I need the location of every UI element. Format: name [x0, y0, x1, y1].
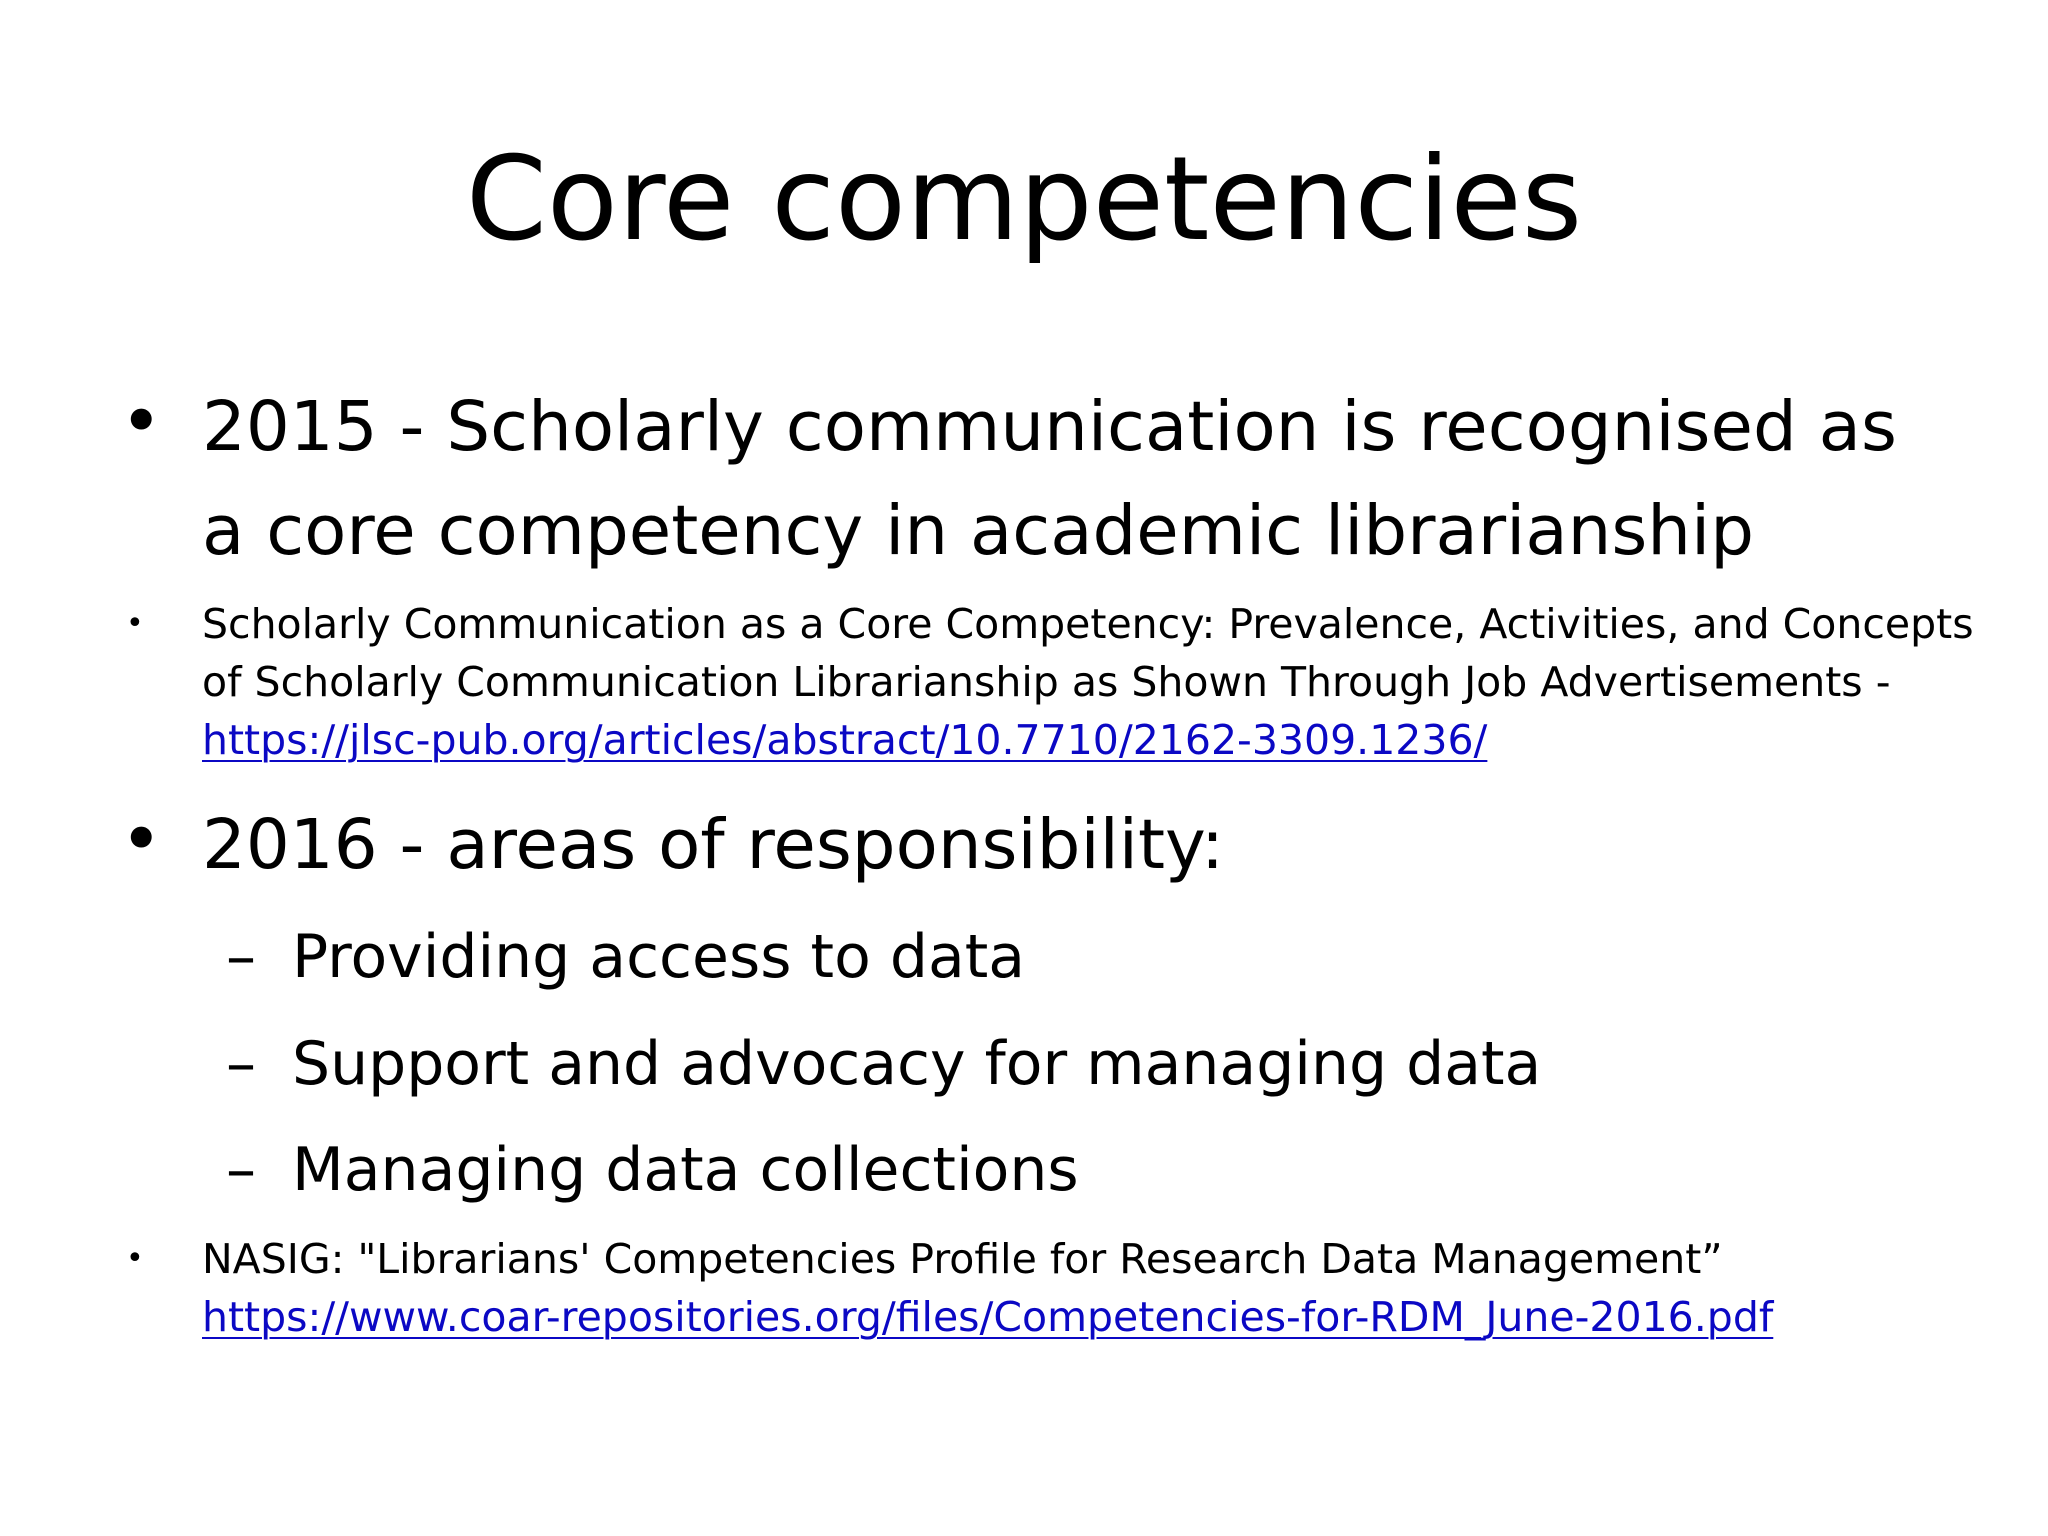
reference-nasig-text	[202, 1230, 1773, 1346]
jlsc-article-link[interactable]: https://jlsc-pub.org/articles/abstract/10.7710/2162-3309.1236/	[202, 716, 1488, 764]
reference-nasig-line1: NASIG: "Librarians' Competencies Profile for Research Data Management”	[202, 1235, 1723, 1283]
bullet-2015-text	[202, 375, 1897, 583]
reference-jlsc-line2: of Scholarly Communication Librarianship as Shown Through Job Advertisements -	[202, 658, 1891, 706]
bullet-2015-line2: a core competency in academic librarianship	[202, 491, 1754, 571]
subitem-text: Support and advocacy for managing data	[292, 1029, 1542, 1099]
bullet-icon: •	[126, 606, 144, 641]
bullet-2016-text: 2016 - areas of responsibility:	[202, 805, 1225, 885]
slide-title: Core competencies	[465, 132, 1583, 267]
bullet-2015-line1: 2015 - Scholarly communication is recognised as	[202, 387, 1897, 467]
dash-icon: –	[226, 922, 256, 992]
reference-jlsc-text	[202, 595, 1974, 769]
dash-icon: –	[226, 1029, 256, 1099]
subitem-text: Managing data collections	[292, 1135, 1079, 1205]
subitem-text: Providing access to data	[292, 922, 1026, 992]
reference-jlsc-line1: Scholarly Communication as a Core Competency: Prevalence, Activities, and Concepts	[202, 600, 1974, 648]
bullet-icon: •	[126, 1241, 144, 1276]
coar-pdf-link[interactable]: https://www.coar-repositories.org/files/Competencies-for-RDM_June-2016.pdf	[202, 1293, 1774, 1341]
bullet-icon: •	[120, 379, 163, 463]
bullet-icon: •	[120, 797, 163, 881]
dash-icon: –	[226, 1135, 256, 1205]
